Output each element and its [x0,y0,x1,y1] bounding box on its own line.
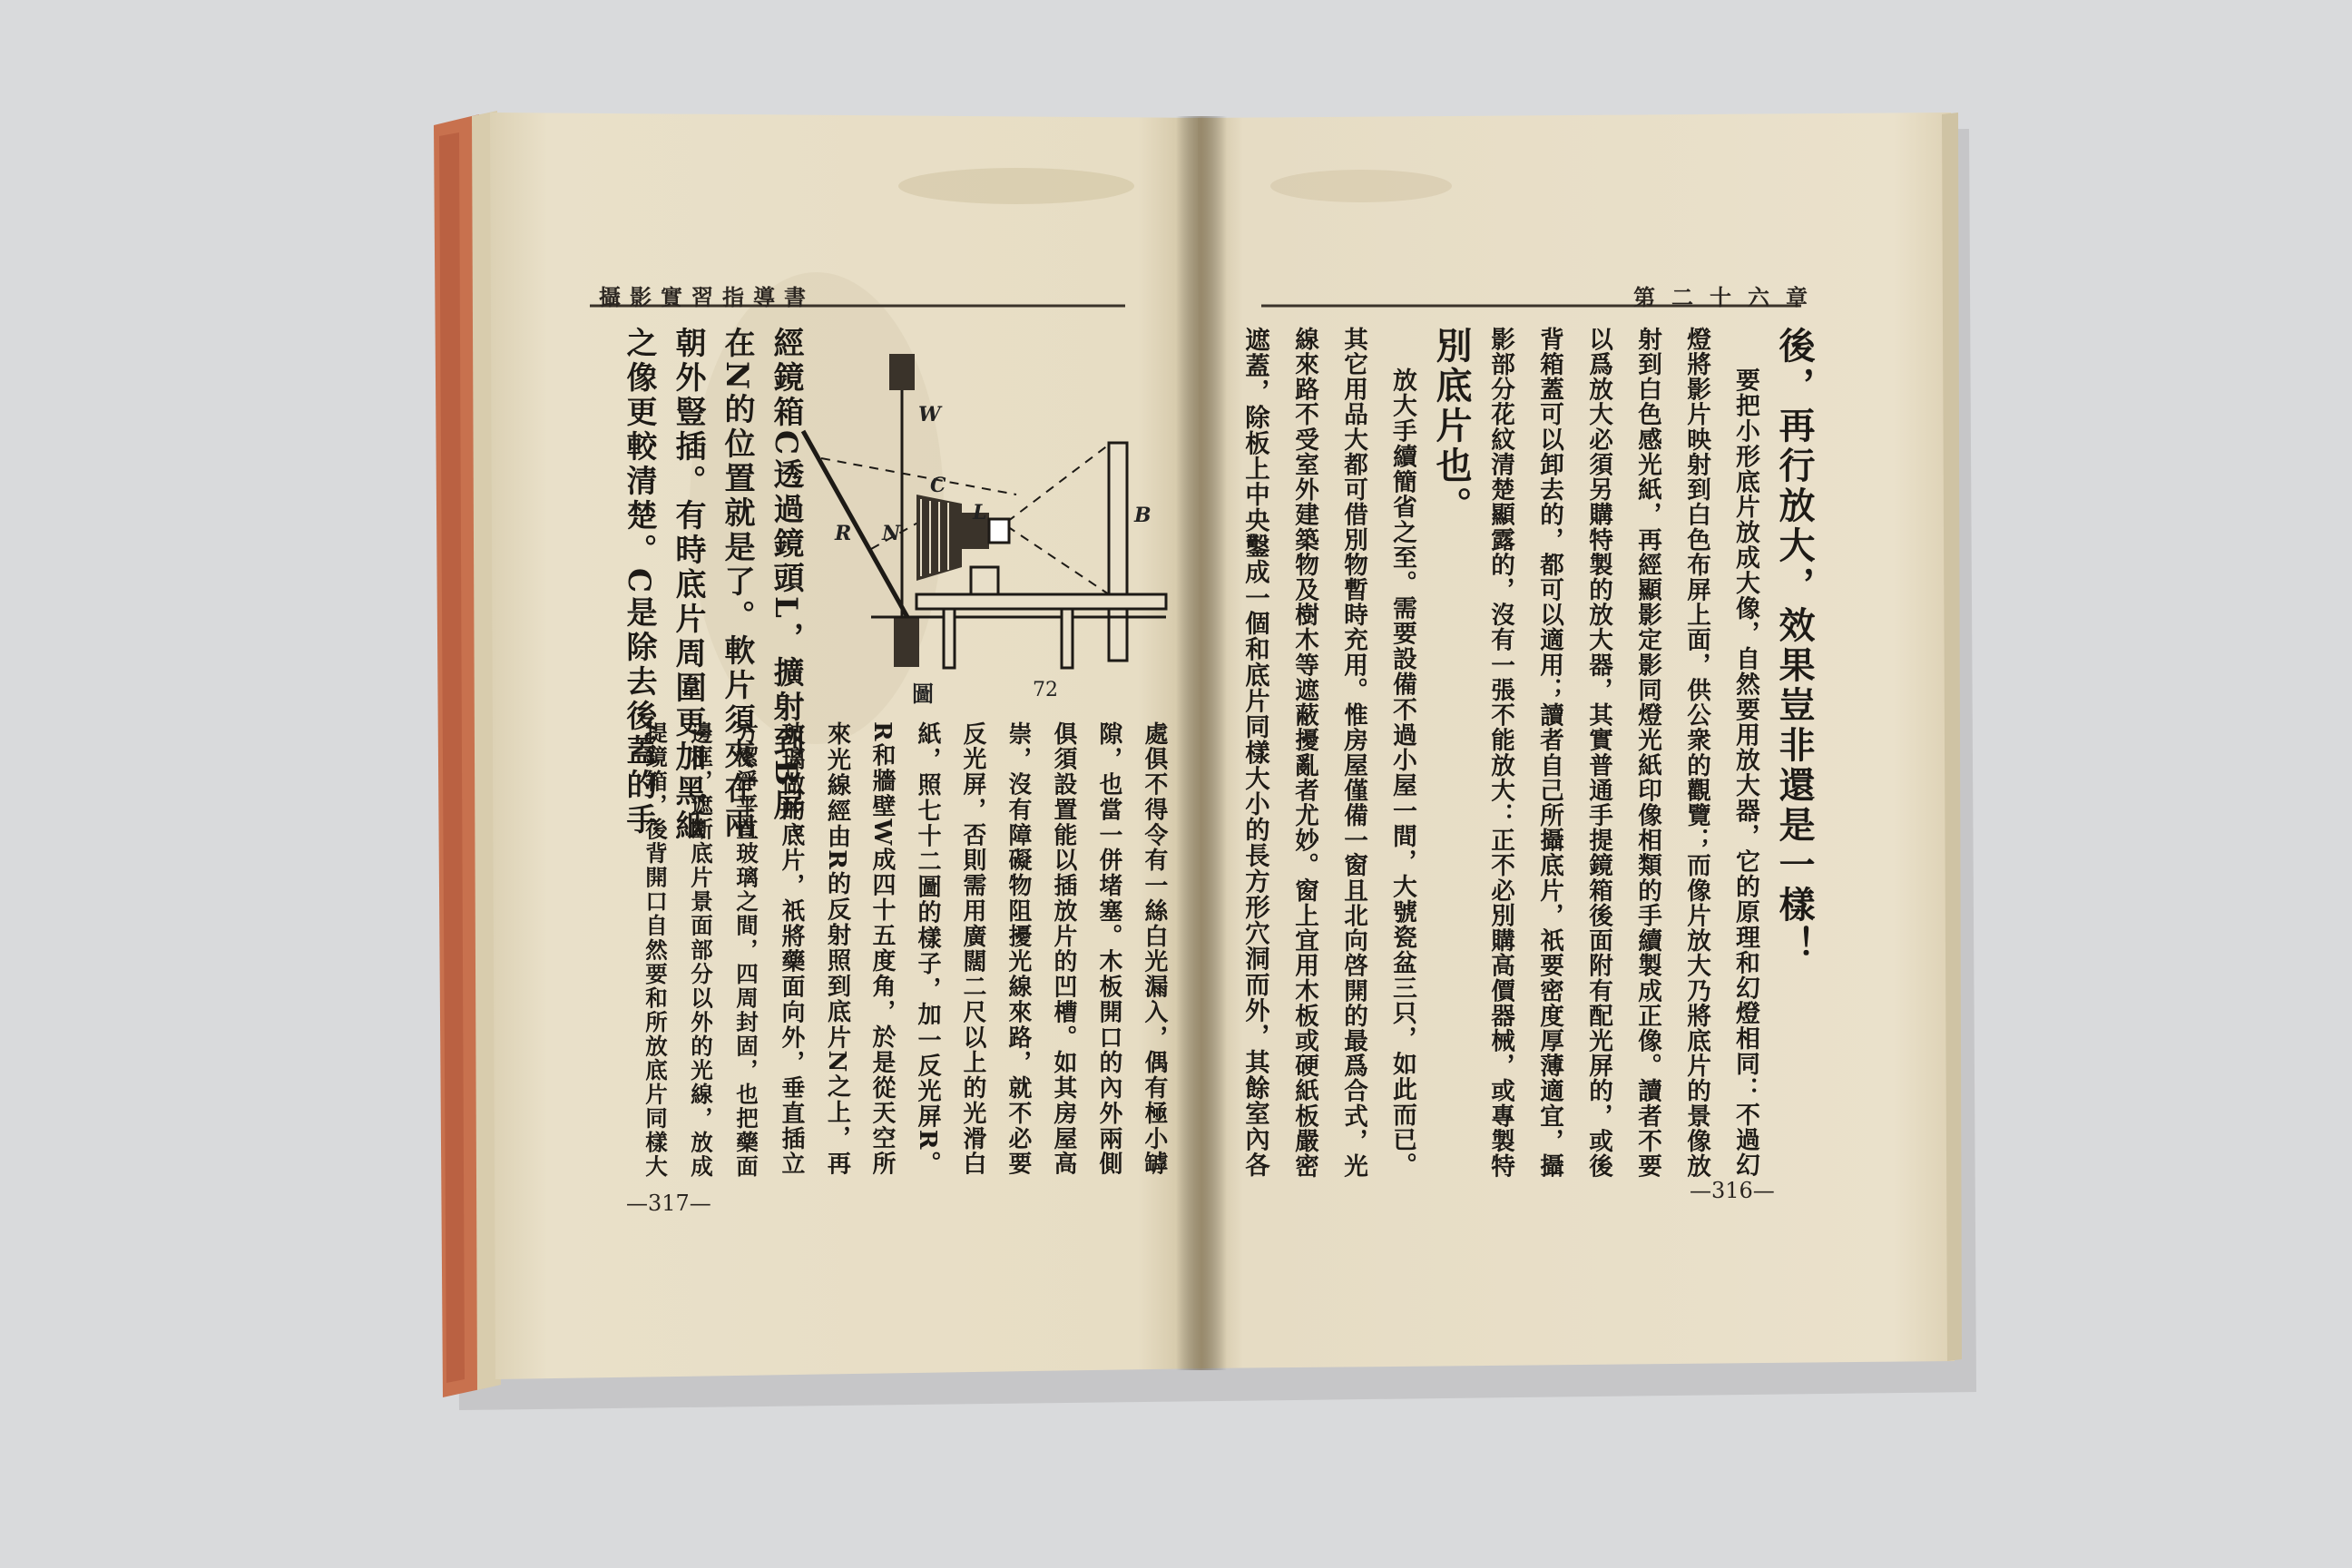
left-col-7: R和牆壁W成四十五度角，於是從天空所 [868,721,896,1177]
left-col-5: 反光屏，否則需用廣闊二尺以上的光滑白 [959,721,986,1177]
left-top-col-3: 朝外豎插。有時底片周圍更加黑紙 [670,327,706,844]
table [916,594,1166,609]
right-col-4: 射到白色感光紙，再經顯影定影同燈光紙印像相類的手續製成正像。讀者不要 [1633,327,1661,1179]
left-running-head: 攝影實習指導書 [599,284,815,310]
right-col-7: 影部分花紋清楚顯露的，沒有一張不能放大：正不必別購高價器械，或專製特 [1486,327,1514,1179]
book-gutter [1176,116,1227,1370]
left-col-12: 提鏡箱，後背開口自然要和所放底片同樣大 [642,721,669,1179]
left-col-8: 來光線經由R的反射照到底片N之上，再 [823,721,851,1177]
left-col-11: 邊框，遮斷底片景面部分以外的光線，放成 [688,721,714,1179]
left-col-10: 方潔淨平直玻璃之間，四周封固，也把藥面 [733,721,760,1179]
figure-label-b: B [1134,504,1152,527]
right-col-5: 以爲放大必須另購特製的放大器，其實普通手提鏡箱後面附有配光屏的，或後 [1584,327,1612,1179]
left-top-col-1: 經鏡箱C透過鏡頭L，擴射到B屏。 [768,327,804,858]
left-page-number: —317— [626,1191,711,1216]
right-col-12: 遮蓋，除板上中央鑿成一個和底片同樣大小的長方形穴洞而外，其餘室內各 [1240,327,1269,1178]
figure-caption-prefix: 圖 [912,681,934,707]
left-col-4: 崇，沒有障礙物阻擾光線來路，就不必要 [1004,721,1032,1177]
right-col-6: 背箱蓋可以卸去的，都可以適用；讀者自己所攝底片，祇要密度厚薄適宜，攝 [1535,327,1563,1179]
lens-l [989,519,1009,543]
window-sill [894,617,919,667]
figure-label-n: N [882,522,901,545]
wall-w-top [889,354,915,390]
left-col-6: 紙，照七十二圖的樣子，加一反光屏R。 [914,721,942,1177]
right-col-11: 線來路不受室外建築物及樹木等遮蔽擾亂者尤妙。窗上宜用木板或硬紙板嚴密 [1290,327,1318,1179]
right-col-1: 後，再行放大，效果豈非還是一樣！ [1773,327,1816,965]
figure-caption-number: 72 [1033,679,1058,701]
left-col-2: 隙，也當一併堵塞。木板開口的內外兩側 [1095,721,1122,1177]
left-col-3: 俱須設置能以插放片的凹槽。如其房屋高 [1050,721,1077,1177]
right-col-8: 別底片也。 [1430,327,1473,526]
left-top-col-2: 在N的位置就是了。軟片須夾在兩 [719,327,755,842]
right-page-number: —316— [1690,1178,1775,1203]
right-col-2: 要把小形底片放成大像，自然要用放大器，它的原理和幻燈相同：不過幻 [1731,368,1759,1178]
left-col-1: 處俱不得令有一絲白光漏入，偶有極小罅 [1141,721,1168,1177]
right-running-head: 第二十六章 [1633,284,1824,310]
figure-label-l: L [973,501,987,524]
figure-label-w: W [918,403,941,426]
right-col-10: 其它用品大都可借別物暫時充用。惟房屋僅備一窗且北向啓開的最爲合式，光 [1339,327,1367,1179]
figure-label-r: R [835,522,852,545]
left-top-col-4: 之像更較清楚。C是除去後蓋的手 [621,327,657,838]
screen-b [1109,443,1127,661]
right-col-9: 放大手續簡省之至。需要設備不過小屋一間，大號瓷盆三只，如此而已。 [1388,368,1416,1178]
left-col-9: 玻璃做的底片，祇將藥面向外，垂直插立 [778,721,805,1177]
right-col-3: 燈將影片映射到白色布屏上面，供公衆的觀覽；而像片放大乃將底片的景像放 [1682,327,1710,1179]
figure-label-c: C [930,474,946,497]
